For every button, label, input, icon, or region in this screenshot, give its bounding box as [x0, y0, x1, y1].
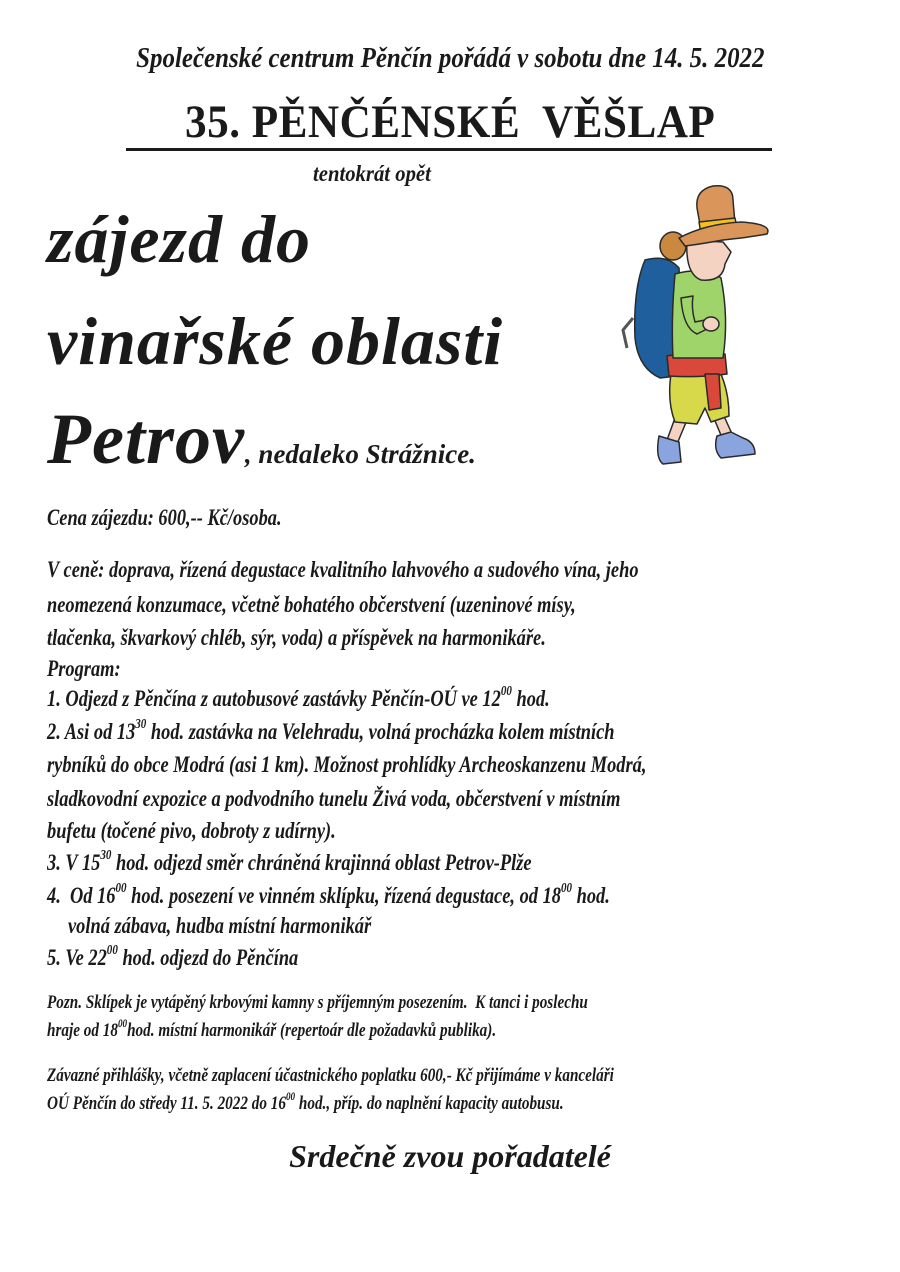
subheading-text: Společenské centrum Pěnčín pořádá v sobotu dne 14. 5. 2022: [135, 42, 765, 74]
program-item-continued: [47, 752, 796, 778]
program-heading-text: Program:: [47, 656, 121, 681]
program-text: hod.: [511, 686, 550, 711]
registration-line-1: [47, 1065, 756, 1087]
program-text: 2. Asi od 13: [47, 719, 136, 744]
included-line-3: [47, 625, 671, 651]
program-text: bufetu (točené pivo, dobroty z udírny).: [47, 818, 336, 843]
time-superscript: 00: [117, 1017, 128, 1030]
note-line-2: [47, 1017, 608, 1042]
program-item: [47, 683, 675, 712]
time-superscript: 30: [100, 847, 112, 863]
registration-text-part: OÚ Pěnčín do středy 11. 5. 2022 do 16: [47, 1093, 286, 1114]
program-heading: [47, 656, 139, 682]
program-item-text: [47, 847, 532, 876]
included-line-1: [47, 557, 786, 583]
time-superscript: 00: [106, 942, 118, 958]
program-text: 1. Odjezd z Pěnčína z autobusové zastávky Pěnčín-OÚ ve 12: [47, 686, 501, 711]
program-item: [47, 716, 756, 745]
program-text: 5. Ve 22: [47, 945, 107, 970]
included-text: tlačenka, škvarkový chléb, sýr, voda) a příspěvek na harmonikáře.: [47, 625, 546, 650]
time-superscript: 00: [500, 683, 512, 699]
program-text: 3. V 15: [47, 850, 101, 875]
program-item-continued: [47, 818, 408, 844]
tagline-text: tentokrát opět: [313, 161, 431, 186]
time-superscript: 00: [285, 1090, 296, 1103]
organizer-subheading: [0, 42, 900, 75]
program-text: hod. odjezd do Pěnčína: [117, 945, 299, 970]
time-superscript: 30: [135, 716, 147, 732]
closing-text: Srdečně zvou pořadatelé: [289, 1138, 611, 1174]
headline-line-2: vinařské oblasti: [47, 303, 504, 379]
registration-text-part: hod., příp. do naplnění kapacity autobusu.: [295, 1093, 564, 1114]
registration-line-2: [47, 1090, 693, 1115]
program-item-text: [47, 683, 550, 712]
program-item-continued: [47, 786, 764, 812]
program-text: hod. zastávka na Velehradu, volná procházka kolem místních: [146, 719, 615, 744]
program-text: hod. posezení ve vinném sklípku, řízená degustace, od 18: [126, 883, 561, 908]
note-line-1: [47, 992, 723, 1014]
program-text: sladkovodní expozice a podvodního tunelu Živá voda, občerstvení v místním: [47, 786, 621, 811]
time-superscript: 00: [115, 880, 127, 896]
included-text: neomezená konzumace, včetně bohatého občerstvení (uzeninové mísy,: [47, 592, 576, 617]
program-item: [47, 880, 751, 909]
price-line: [47, 505, 340, 531]
program-text: hod. odjezd směr chráněná krajinná oblast Petrov-Plže: [111, 850, 532, 875]
program-item-text: [47, 942, 299, 971]
price-text: Cena zájezdu: 600,-- Kč/osoba.: [47, 505, 282, 530]
program-text: hod.: [572, 883, 610, 908]
note-text-part: hraje od 18: [47, 1020, 118, 1041]
note-text: [47, 1017, 497, 1042]
program-item: [47, 847, 653, 876]
headline-place: Petrov: [47, 399, 245, 479]
hiker-illustration-icon: [605, 178, 775, 473]
event-title: [0, 95, 900, 149]
title-underline: [126, 148, 772, 151]
headline-line-1: zájezd do: [47, 201, 311, 277]
included-line-2: [47, 592, 708, 618]
program-item-text: [47, 880, 610, 909]
program-text: rybníků do obce Modrá (asi 1 km). Možnost prohlídky Archeoskanzenu Modrá,: [47, 752, 647, 777]
program-item: [47, 942, 361, 971]
included-text: V ceně: doprava, řízená degustace kvalitního lahvového a sudového vína, jeho: [47, 557, 639, 582]
registration-text: [47, 1090, 564, 1115]
tagline: [313, 161, 444, 187]
title-text: 35. PĚNČÉNSKÉ VĚŠLAP: [184, 96, 716, 148]
time-superscript: 00: [560, 880, 573, 896]
program-text: 4. Od 16: [47, 883, 116, 908]
program-item-continued: [68, 913, 447, 939]
registration-text: Závazné přihlášky, včetně zaplacení účastnického poplatku 600,- Kč přijímáme v kanceláři: [47, 1065, 614, 1086]
note-text-part: hod. místní harmonikář (repertoár dle požadavků publika).: [127, 1020, 497, 1041]
headline-line-3: [47, 398, 476, 481]
program-text: volná zábava, hudba místní harmonikář: [68, 913, 372, 938]
note-text: Pozn. Sklípek je vytápěný krbovými kamny s příjemným posezením. K tanci i poslechu: [47, 992, 588, 1013]
closing-signoff: [0, 1138, 900, 1175]
headline-place-suffix: , nedaleko Strážnice.: [244, 439, 476, 469]
program-item-text: [47, 716, 615, 745]
